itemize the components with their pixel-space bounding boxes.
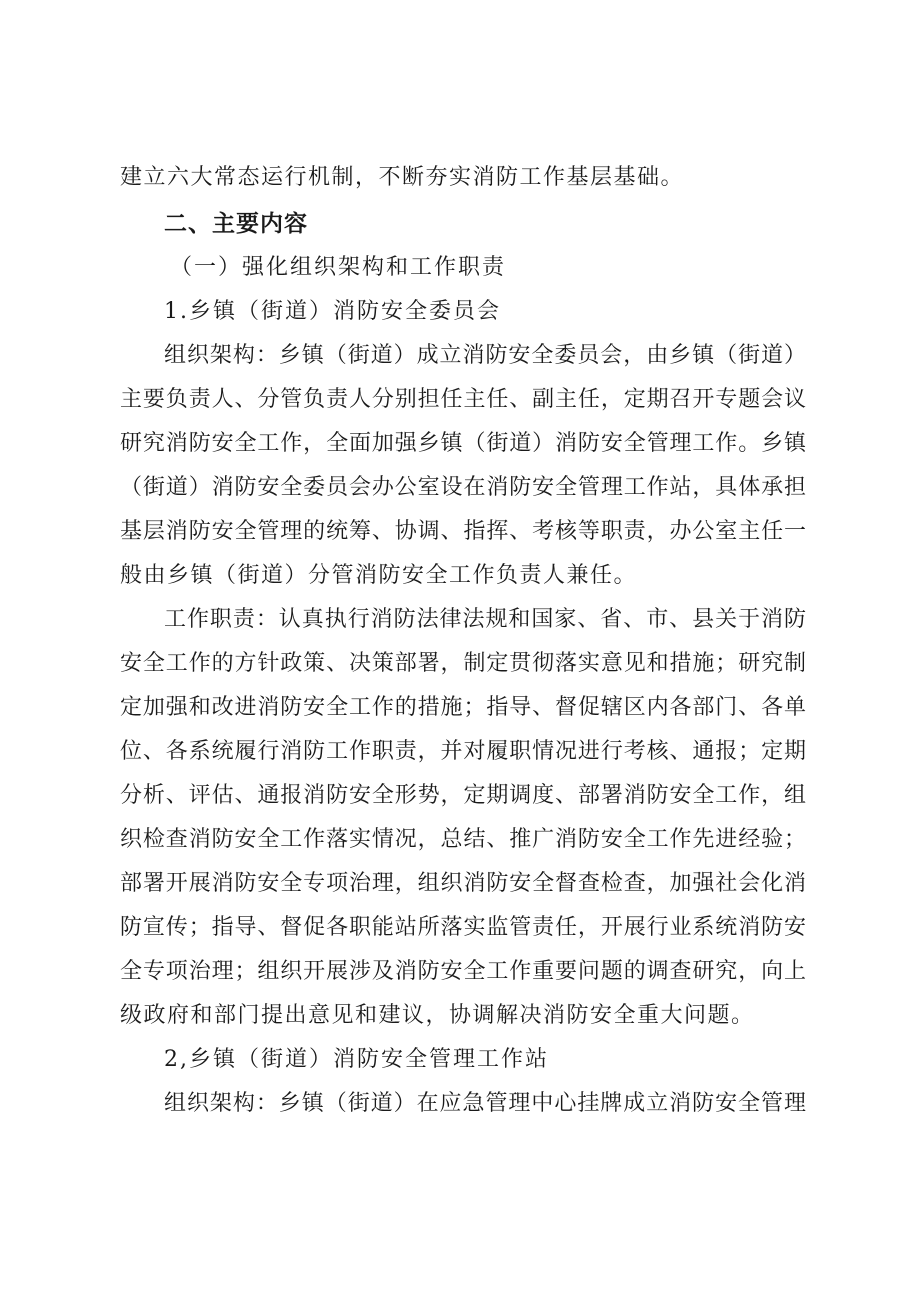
item1-org-line: （街道）消防安全委员会办公室设在消防安全管理工作站，具体承担 xyxy=(120,475,806,500)
item2-heading: 2,乡镇（街道）消防安全管理工作站 xyxy=(164,1047,549,1072)
item1-duty-line: 位、各系统履行消防工作职责，并对履职情况进行考核、通报；定期 xyxy=(120,739,806,764)
item1-duty-line: 级政府和部门提出意见和建议，协调解决消防安全重大问题。 xyxy=(120,1003,755,1028)
item1-heading: 1.乡镇（街道）消防安全委员会 xyxy=(164,299,501,324)
item1-org-line: 主要负责人、分管负责人分别担任主任、副主任，定期召开专题会议 xyxy=(120,387,806,412)
item1-duty-line: 安全工作的方针政策、决策部署，制定贯彻落实意见和措施；研究制 xyxy=(120,651,806,676)
item1-duty-line: 全专项治理；组织开展涉及消防安全工作重要问题的调查研究，向上 xyxy=(120,959,806,984)
section-heading: 二、主要内容 xyxy=(164,211,308,237)
item2-org-line: 组织架构：乡镇（街道）在应急管理中心挂牌成立消防安全管理 xyxy=(164,1091,806,1116)
item1-org-line: 研究消防安全工作，全面加强乡镇（街道）消防安全管理工作。乡镇 xyxy=(120,431,806,456)
item1-duty-line: 分析、评估、通报消防安全形势，定期调度、部署消防安全工作，组 xyxy=(120,783,806,808)
item1-duty-line: 防宣传；指导、督促各职能站所落实监管责任，开展行业系统消防安 xyxy=(120,915,806,940)
item1-duty-line: 部署开展消防安全专项治理，组织消防安全督查检查，加强社会化消 xyxy=(120,871,806,896)
subsection-heading: （一）强化组织架构和工作职责 xyxy=(170,255,507,280)
intro-line: 建立六大常态运行机制，不断夯实消防工作基层基础。 xyxy=(120,165,685,190)
item1-duty-line: 工作职责：认真执行消防法律法规和国家、省、市、县关于消防 xyxy=(164,607,806,632)
item1-duty-line: 织检查消防安全工作落实情况，总结、推广消防安全工作先进经验； xyxy=(120,827,806,852)
item1-duty-line: 定加强和改进消防安全工作的措施；指导、督促辖区内各部门、各单 xyxy=(120,695,806,720)
item1-org-line: 基层消防安全管理的统筹、协调、指挥、考核等职责，办公室主任一 xyxy=(120,519,806,544)
item1-org-line: 组织架构：乡镇（街道）成立消防安全委员会，由乡镇（街道） xyxy=(164,343,806,368)
item1-org-line: 般由乡镇（街道）分管消防安全工作负责人兼任。 xyxy=(120,563,638,588)
